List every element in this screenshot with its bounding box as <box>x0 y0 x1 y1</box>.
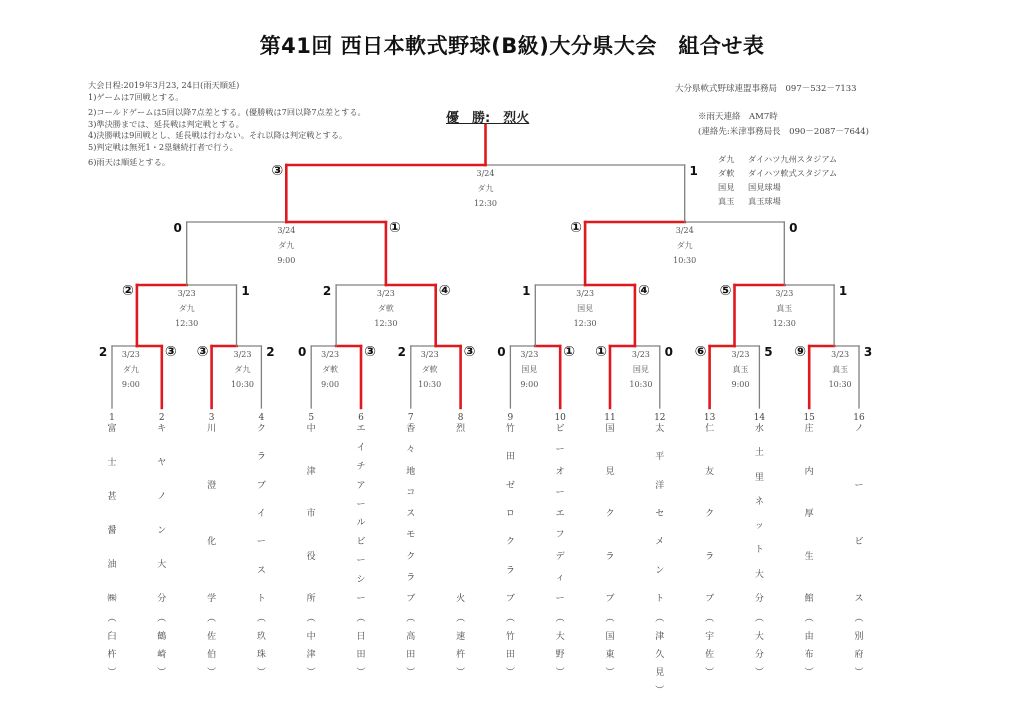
team-region: ︵ 国 東 ︶ <box>605 614 615 678</box>
team-name: 中 津 市 役 所 <box>306 424 316 604</box>
losing-score: 0 <box>664 345 673 359</box>
team-entry <box>500 412 520 682</box>
team-number: 4 <box>258 413 265 423</box>
match-venue: 国見 <box>577 304 594 313</box>
match-info <box>629 347 652 392</box>
match-venue: ダ九 <box>676 241 693 250</box>
losing-score: 2 <box>322 284 332 298</box>
match-date: 3/24 <box>476 169 495 178</box>
federation-office: 大分県軟式野球連盟事務局 097－532－7133 <box>675 84 857 94</box>
team-name: 庄 内 厚 生 館 <box>804 424 814 604</box>
winning-score: ① <box>595 344 607 360</box>
team-region: ︵ 佐 伯 ︶ <box>207 614 217 678</box>
team-number: 1 <box>109 413 115 423</box>
match-venue: ダ九 <box>122 365 139 374</box>
team-number: 15 <box>803 413 815 423</box>
team-entry <box>351 412 371 682</box>
match-info <box>520 347 538 392</box>
losing-score: 0 <box>497 345 506 359</box>
team-region: ︵ 玖 珠 ︶ <box>256 614 266 678</box>
match-venue: 真玉 <box>832 365 849 374</box>
team-number: 14 <box>753 413 766 423</box>
team-name: 太 平 洋 セ メ ン ト <box>655 424 665 604</box>
team-entry <box>799 412 819 682</box>
team-name: 仁 友 ク ラ ブ <box>705 424 715 604</box>
team-number: 16 <box>853 413 865 423</box>
match-date: 3/23 <box>233 350 252 359</box>
team-region: ︵ 別 府 ︶ <box>854 614 864 678</box>
match-time: 10:30 <box>230 380 255 389</box>
winning-score: ⑥ <box>694 344 707 360</box>
match-info <box>574 286 597 331</box>
team-number: 7 <box>407 413 414 423</box>
match-time: 9:00 <box>520 380 539 389</box>
team-region: ︵ 津 久 見 ︶ <box>655 614 665 696</box>
team-number: 2 <box>158 413 165 423</box>
winning-score: ④ <box>637 283 650 299</box>
match-info <box>277 223 295 268</box>
match-time: 9:00 <box>731 380 750 389</box>
losing-score: 2 <box>397 345 406 359</box>
champion-label: 優 勝: 烈火 <box>446 111 530 126</box>
team-name: ク ラ ブ イ ー ス ト <box>256 424 266 604</box>
match-date: 3/23 <box>420 350 439 359</box>
match-date: 3/23 <box>731 350 750 359</box>
match-info <box>122 347 140 392</box>
winning-score: ① <box>570 220 583 236</box>
rule-item: 3)準決勝までは、延長戦は判定戦とする。 <box>88 118 244 129</box>
match-time: 9:00 <box>121 380 140 389</box>
rule-item: 5)判定戦は無死1・2塁継続打者で行う。 <box>88 141 238 152</box>
winning-score: ⑨ <box>794 344 807 360</box>
team-entry <box>301 412 321 682</box>
venue-abbr: ダ九 <box>718 154 735 164</box>
team-entry <box>251 412 271 682</box>
team-region: ︵ 臼 杵 ︶ <box>107 614 117 678</box>
match-venue: 国見 <box>521 365 538 374</box>
winning-score: ① <box>388 220 401 236</box>
team-number: 10 <box>554 413 566 423</box>
team-name: 烈 火 <box>456 424 466 604</box>
rule-item: 1)ゲームは7回戦とする。 <box>88 91 184 102</box>
match-info <box>829 347 852 392</box>
match-venue: ダ軟 <box>377 304 394 313</box>
match-info <box>418 347 441 392</box>
team-region: ︵ 高 田 ︶ <box>406 614 416 678</box>
team-entry <box>401 412 421 682</box>
team-number: 3 <box>208 413 215 423</box>
winning-score: ③ <box>364 344 376 360</box>
team-region: ︵ 竹 田 ︶ <box>505 614 515 678</box>
venue-name: 真玉球場 <box>748 196 781 206</box>
team-name: キ ヤ ノ ン 大 分 <box>157 424 167 604</box>
losing-score: 3 <box>863 345 873 359</box>
match-time: 12:30 <box>772 319 796 328</box>
match-venue: 国見 <box>632 365 649 374</box>
team-number: 8 <box>457 413 464 423</box>
match-time: 12:30 <box>374 319 398 328</box>
match-time: 10:30 <box>828 380 852 389</box>
page-title: 第41回 西日本軟式野球(B級)大分県大会 組合せ表 <box>259 34 765 58</box>
venue-name: ダイハツ軟式スタジアム <box>748 168 838 178</box>
team-name: エ イ チ ア ー ル ビ ー シ ー <box>356 424 366 604</box>
team-number: 5 <box>308 413 315 423</box>
winning-score: ③ <box>271 163 284 179</box>
team-entry <box>451 412 471 682</box>
team-entry <box>650 412 670 700</box>
match-venue: ダ九 <box>477 184 494 193</box>
team-name: 富 士 甚 醤 油 ㈱ <box>107 424 117 604</box>
match-date: 3/23 <box>631 350 650 359</box>
losing-score: 1 <box>838 284 848 298</box>
match-venue: ダ九 <box>178 304 195 313</box>
match-time: 10:30 <box>673 256 697 265</box>
winning-score: ② <box>121 283 134 299</box>
losing-score: 0 <box>298 345 307 359</box>
venue-abbr: ダ軟 <box>718 168 735 178</box>
rule-item: 6)雨天は順延とする。 <box>88 157 171 167</box>
losing-score: 2 <box>98 345 108 359</box>
venue-abbr: 国見 <box>718 182 735 192</box>
match-date: 3/23 <box>376 289 395 298</box>
team-entry <box>152 412 172 682</box>
rule-item: 4)決勝戦は9回戦とし、延長戦は行わない。それ以降は判定戦とする。 <box>88 130 348 140</box>
team-region: ︵ 中 津 ︶ <box>306 614 316 678</box>
rain-contact-time: ※雨天連絡 AM7時 <box>698 112 778 122</box>
team-number: 6 <box>358 413 364 423</box>
winning-score: ③ <box>164 344 177 360</box>
match-venue: ダ九 <box>278 241 295 250</box>
match-info <box>231 347 254 392</box>
team-entry <box>849 412 869 682</box>
match-time: 10:30 <box>418 380 442 389</box>
team-entry <box>202 412 222 682</box>
match-time: 12:30 <box>573 319 597 328</box>
match-time: 12:30 <box>473 199 498 208</box>
match-time: 10:30 <box>629 380 653 389</box>
match-info <box>474 166 497 211</box>
losing-score: 5 <box>764 345 773 359</box>
team-name: ノ ー ビ ス <box>854 424 864 604</box>
winning-score: ④ <box>438 283 451 299</box>
match-venue: ダ軟 <box>322 365 339 374</box>
match-date: 3/23 <box>775 289 794 298</box>
match-time: 9:00 <box>277 256 296 265</box>
rule-item: 2)コールドゲームは5回以降7点差とする。(優勝戦は7回以降7点差とする。 <box>88 107 366 117</box>
match-date: 3/23 <box>321 350 340 359</box>
match-info <box>673 223 696 268</box>
match-venue: 真玉 <box>732 365 749 374</box>
match-date: 3/23 <box>121 350 140 359</box>
venue-abbr: 真玉 <box>718 196 735 206</box>
losing-score: 0 <box>173 221 182 235</box>
winning-score: ③ <box>196 344 209 360</box>
team-name: 竹 田 ゼ ロ ク ラ ブ <box>505 424 515 604</box>
losing-score: 2 <box>266 345 275 359</box>
team-number: 11 <box>604 413 616 423</box>
team-entry <box>749 412 769 682</box>
winning-score: ③ <box>463 344 476 360</box>
losing-score: 0 <box>789 221 798 235</box>
team-region: ︵ 大 分 ︶ <box>754 614 764 678</box>
match-date: 3/23 <box>520 350 539 359</box>
match-date: 3/23 <box>177 289 196 298</box>
match-info <box>773 286 796 331</box>
match-venue: ダ九 <box>234 365 251 374</box>
match-venue: ダ軟 <box>421 365 438 374</box>
match-info <box>732 347 750 392</box>
match-date: 3/24 <box>277 226 296 235</box>
team-number: 12 <box>654 413 666 423</box>
match-time: 12:30 <box>175 319 199 328</box>
winning-score: ⑤ <box>719 283 732 299</box>
team-name: 国 見 ク ラ ブ <box>605 424 615 604</box>
match-date: 3/23 <box>831 350 850 359</box>
match-info <box>374 286 397 331</box>
match-venue: 真玉 <box>776 304 793 313</box>
team-name: ビ ー オ ー エ フ デ ィ ー <box>555 424 565 604</box>
winning-score: ① <box>563 344 576 360</box>
venue-name: ダイハツ九州スタジアム <box>748 154 838 164</box>
team-region: ︵ 鶴 崎 ︶ <box>157 614 167 678</box>
team-region: ︵ 宇 佐 ︶ <box>705 614 715 678</box>
team-region: ︵ 速 杵 ︶ <box>456 614 466 678</box>
team-entry <box>102 412 122 682</box>
rule-schedule: 大会日程:2019年3月23, 24日(雨天順延) <box>88 80 240 90</box>
team-entry <box>550 412 570 682</box>
team-name: 香 々 地 コ ス モ ク ラ ブ <box>406 424 416 604</box>
team-region: ︵ 由 布 ︶ <box>804 614 814 678</box>
match-date: 3/24 <box>675 226 694 235</box>
match-info <box>321 347 339 392</box>
match-date: 3/23 <box>576 289 595 298</box>
team-region: ︵ 日 田 ︶ <box>356 614 366 678</box>
venue-name: 国見球場 <box>748 182 781 192</box>
losing-score: 1 <box>689 164 698 178</box>
losing-score: 1 <box>241 284 250 298</box>
team-entry <box>600 412 620 682</box>
match-time: 9:00 <box>321 380 340 389</box>
rain-contact-person: (連絡先:米津事務局長 090－2087－7644) <box>698 127 869 137</box>
team-number: 13 <box>703 413 716 423</box>
team-name: 水 土 里 ネ ッ ト 大 分 <box>754 424 764 604</box>
team-entry <box>700 412 720 682</box>
match-info <box>175 286 198 331</box>
losing-score: 1 <box>522 284 531 298</box>
team-number: 9 <box>507 413 514 423</box>
team-region: ︵ 大 野 ︶ <box>555 614 565 678</box>
team-name: 川 澄 化 学 <box>207 424 217 604</box>
